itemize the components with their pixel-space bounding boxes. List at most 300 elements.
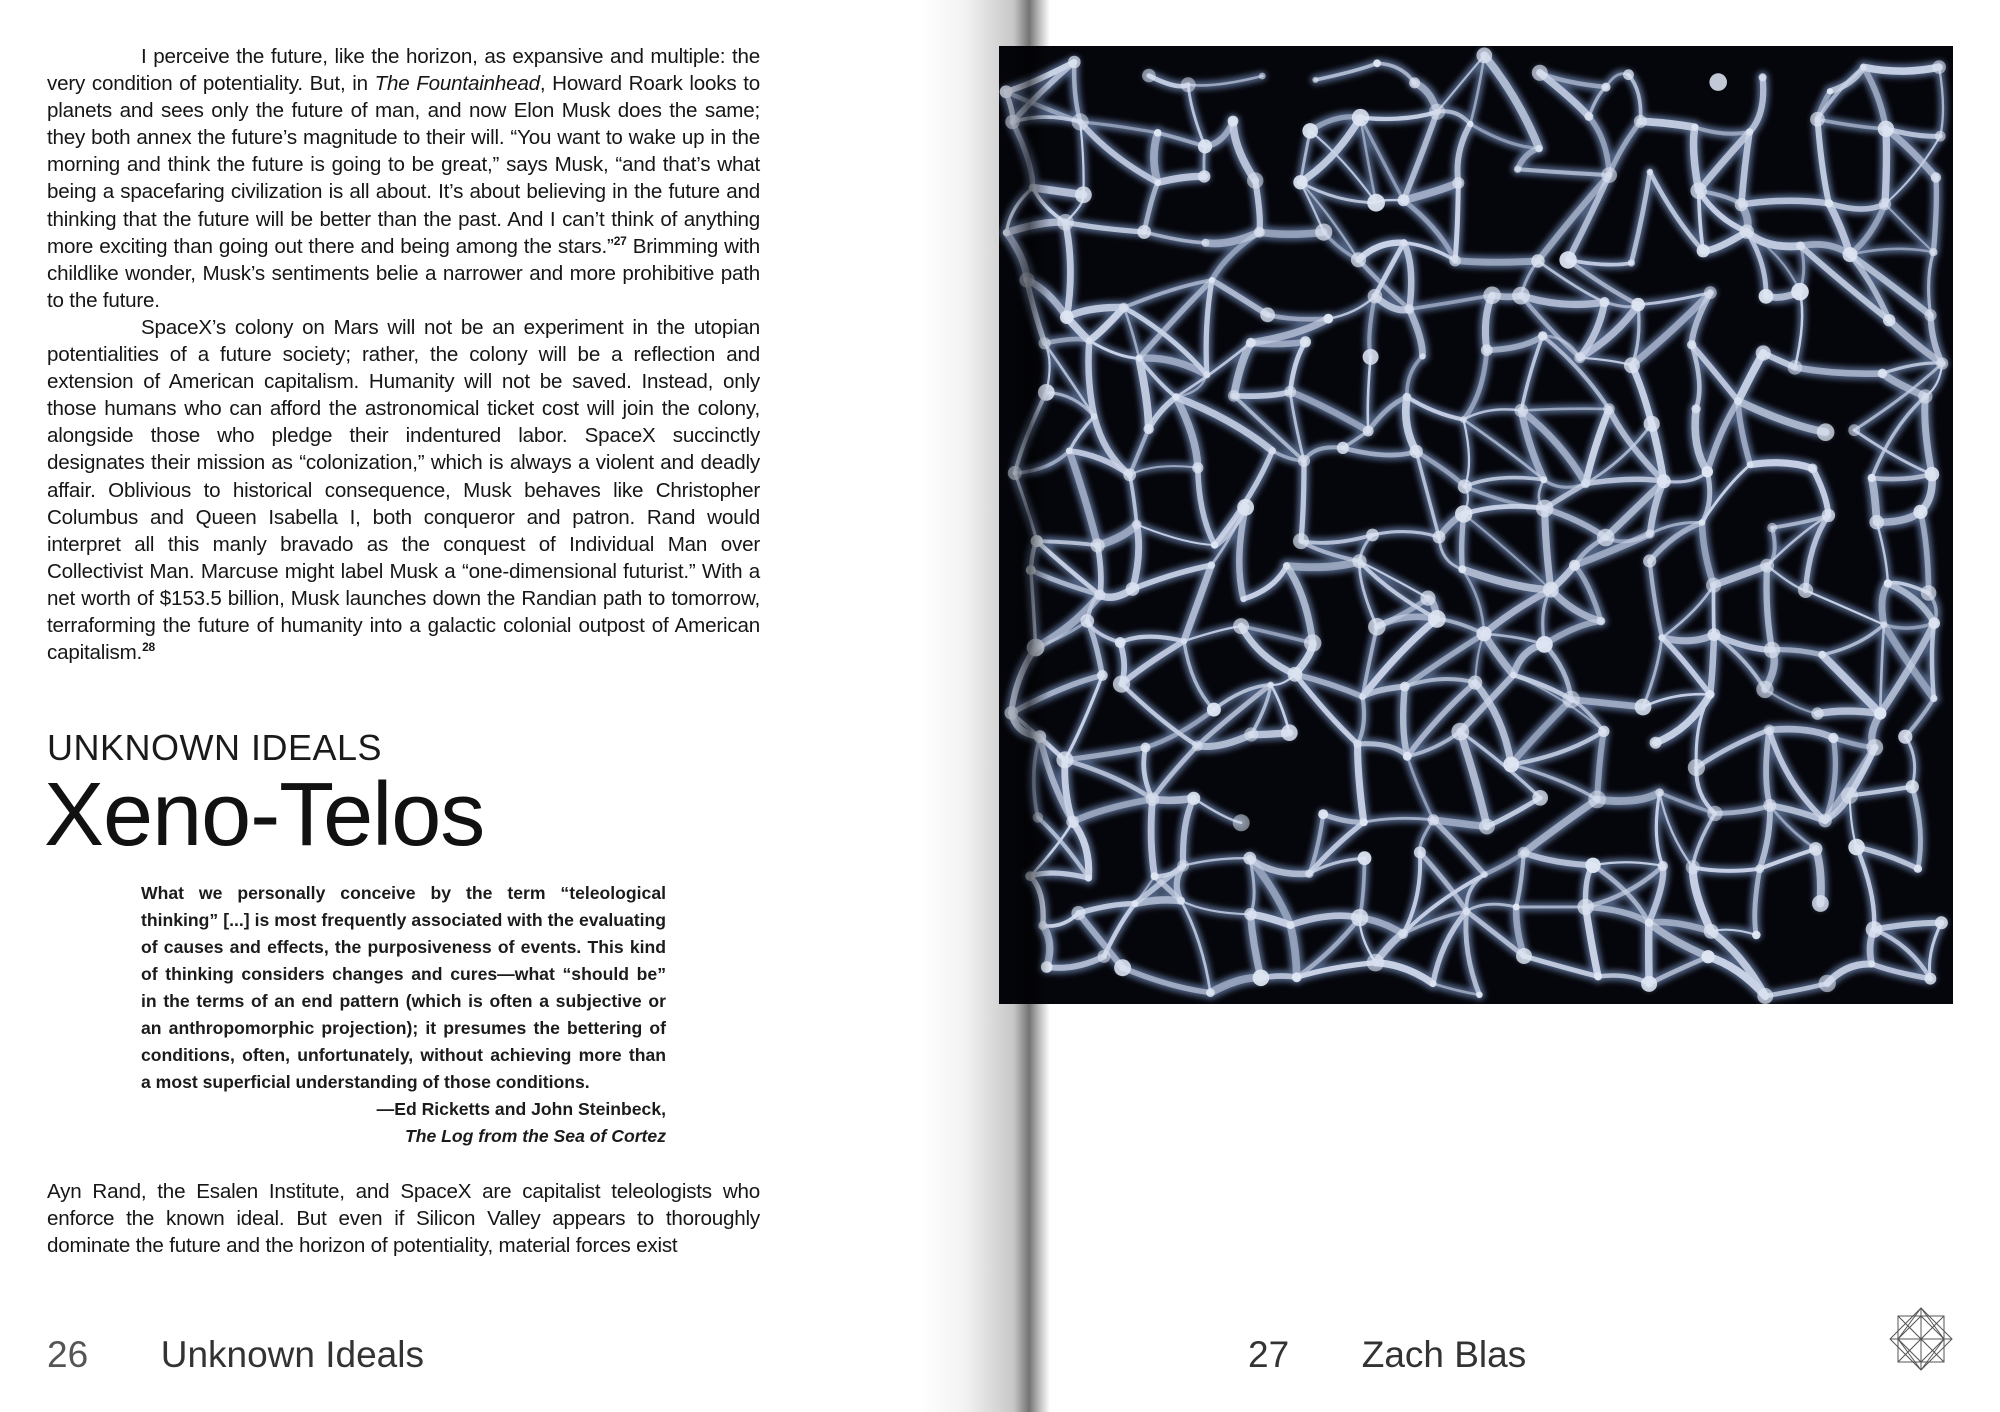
texture-node (1734, 397, 1742, 405)
texture-node (1755, 864, 1764, 873)
texture-node (1598, 726, 1609, 737)
texture-node (1690, 183, 1707, 200)
texture-node (1767, 523, 1777, 533)
texture-node (1812, 895, 1829, 912)
texture-node (1510, 672, 1517, 679)
texture-node (1136, 355, 1142, 361)
network-texture (999, 46, 1953, 1004)
texture-strand (1885, 129, 1886, 204)
texture-node (1240, 596, 1246, 602)
texture-node (1843, 247, 1858, 262)
texture-node (1293, 175, 1307, 189)
texture-node (1409, 77, 1420, 88)
texture-node (1284, 386, 1296, 398)
texture-node (1503, 757, 1519, 773)
texture-node (1641, 976, 1657, 992)
texture-node (1097, 670, 1108, 681)
texture-node (1429, 104, 1445, 120)
texture-node (1657, 474, 1671, 488)
texture-node (1323, 314, 1333, 324)
texture-node (1866, 921, 1883, 938)
epigraph-source: The Log from the Sea of Cortez (405, 1126, 666, 1146)
section-title: Xeno-Telos (44, 765, 485, 865)
texture-node (1536, 636, 1553, 653)
texture-node (1631, 298, 1645, 312)
texture-node (1746, 128, 1753, 135)
texture-node (1543, 582, 1559, 598)
texture-node (1818, 651, 1826, 659)
texture-node (1428, 610, 1446, 628)
texture-node (1647, 169, 1654, 176)
texture-node (1068, 56, 1081, 69)
texture-node (1468, 676, 1482, 690)
running-head-right: Zach Blas (1361, 1334, 1527, 1375)
texture-node (1056, 751, 1073, 768)
texture-node (1359, 694, 1365, 700)
texture-node (1123, 468, 1136, 481)
texture-node (1936, 357, 1948, 369)
texture-node (1287, 921, 1295, 929)
texture-strand (1154, 133, 1158, 183)
texture-node (1420, 353, 1426, 359)
texture-node (1536, 500, 1554, 518)
paragraph-3: Ayn Rand, the Esalen Institute, and SpaceX are capitalist teleologists who enforce the known ideal. But even if Silicon Valley appears to thoroughly dominate the future and the horizon of potentiality, material forces exist (47, 1180, 760, 1258)
texture-node (1254, 227, 1265, 238)
texture-node (1760, 559, 1774, 573)
texture-node (1433, 531, 1446, 544)
paragraph-2 (47, 314, 760, 666)
star-lattice-icon (1888, 1306, 1954, 1372)
texture-node (1203, 371, 1210, 378)
texture-node (1866, 739, 1883, 756)
epigraph-text: What we personally conceive by the term “teleological thinking” [...] is most frequently associated with the evaluating of causes and effects, the purposiveness of events. This kind of thinking considers changes and cures—what “should be” in the terms of an end pattern (which is often a subjective or an anthropomorphic projection); it presumes the bettering of conditions, often, unfortunately, without achieving more than a most superficial understanding of those conditions. (141, 883, 666, 1092)
book-gutter-shadow (920, 0, 1050, 1412)
texture-node (1516, 948, 1532, 964)
texture-node (1658, 861, 1668, 871)
texture-node (1747, 462, 1753, 468)
texture-node (1353, 739, 1362, 748)
texture-node (1691, 404, 1700, 413)
texture-node (1268, 682, 1274, 688)
texture-node (1635, 699, 1652, 716)
texture-node (1645, 919, 1653, 927)
texture-node (1706, 690, 1715, 699)
texture-node (1452, 177, 1464, 189)
texture-node (1569, 560, 1580, 571)
texture-node (1628, 259, 1635, 266)
texture-node (1476, 48, 1492, 64)
texture-node (1091, 413, 1098, 420)
texture-node (1060, 310, 1074, 324)
texture-strand (1301, 461, 1304, 541)
texture-node (1818, 814, 1832, 828)
texture-strand (1259, 232, 1323, 234)
texture-node (1451, 723, 1469, 741)
texture-node (1532, 790, 1548, 806)
texture-node (1206, 988, 1215, 997)
texture-node (1735, 198, 1748, 211)
texture-node (1764, 725, 1775, 736)
texture-strand (1818, 711, 1881, 714)
texture-node (1207, 703, 1221, 717)
texture-node (1481, 871, 1488, 878)
texture-strand (1864, 67, 1940, 71)
texture-node (1091, 538, 1105, 552)
texture-node (1071, 906, 1085, 920)
texture-node (1597, 529, 1615, 547)
texture-node (1702, 950, 1715, 963)
texture-node (1659, 634, 1666, 641)
texture-node (1237, 499, 1254, 516)
texture-node (1914, 865, 1922, 873)
texture-node (1114, 959, 1131, 976)
texture-node (1066, 816, 1079, 829)
footnote-ref-27: 27 (613, 233, 627, 248)
texture-node (1643, 554, 1656, 567)
texture-node (1358, 851, 1372, 865)
texture-node (1094, 589, 1105, 600)
texture-node (1428, 814, 1439, 825)
texture-node (1757, 988, 1773, 1004)
texture-node (1293, 533, 1309, 549)
texture-node (1515, 404, 1529, 418)
texture-node (1828, 733, 1838, 743)
texture-node (1151, 872, 1159, 880)
texture-node (1740, 224, 1754, 238)
texture-node (1302, 123, 1318, 139)
texture-node (1463, 907, 1471, 915)
texture-node (1935, 131, 1946, 142)
texture-node (1115, 637, 1126, 648)
texture-node (1763, 799, 1776, 812)
texture-node (1098, 950, 1111, 963)
epigraph-attribution: —Ed Ricketts and John Steinbeck, (376, 1099, 666, 1119)
texture-node (1759, 289, 1774, 304)
texture-node (1400, 239, 1408, 247)
texture-node (1398, 929, 1408, 939)
artwork-image (999, 46, 1953, 1004)
texture-node (1704, 286, 1717, 299)
texture-node (1187, 792, 1200, 805)
texture-node (1367, 194, 1385, 212)
texture-node (1057, 214, 1074, 231)
texture-node (1878, 369, 1888, 379)
texture-node (1878, 121, 1894, 137)
texture-node (1305, 869, 1314, 878)
texture-node (1403, 393, 1412, 402)
texture-node (1594, 972, 1602, 980)
texture-node (1312, 77, 1318, 83)
texture-node (1707, 806, 1722, 821)
texture-node (1233, 618, 1249, 634)
texture-node (1075, 186, 1092, 203)
texture-node (1841, 787, 1858, 804)
texture-node (1420, 591, 1435, 606)
texture-node (1126, 582, 1140, 596)
texture-node (1173, 394, 1180, 401)
texture-node (1351, 252, 1366, 267)
texture-node (1155, 179, 1161, 185)
page-number-left: 26 (47, 1334, 89, 1375)
texture-node (1913, 505, 1927, 519)
texture-node (1925, 467, 1940, 482)
texture-node (1925, 973, 1937, 985)
texture-node (1764, 642, 1780, 658)
texture-node (1177, 860, 1189, 872)
texture-node (1931, 172, 1941, 182)
texture-node (1455, 505, 1472, 522)
texture-node (1198, 170, 1210, 182)
texture-node (1269, 447, 1276, 454)
texture-strand (1933, 178, 1936, 253)
texture-node (1181, 638, 1187, 644)
texture-node (1921, 585, 1937, 601)
footer-right (1248, 1334, 1526, 1376)
texture-node (1201, 239, 1209, 247)
texture-node (1066, 448, 1073, 455)
texture-node (1868, 961, 1875, 968)
texture-node (1827, 88, 1833, 94)
texture-node (1811, 707, 1823, 719)
texture-node (1623, 69, 1634, 80)
texture-node (1809, 842, 1823, 856)
texture-node (1602, 83, 1611, 92)
texture-node (1483, 287, 1501, 305)
texture-node (1373, 59, 1381, 67)
texture-node (1137, 225, 1151, 239)
paragraph-1-text-a: I perceive the future, like the horizon, as expansive and multiple: the very condition of potentiality. But, in (47, 45, 760, 96)
texture-node (1819, 975, 1836, 992)
texture-node (1879, 198, 1891, 210)
texture-strand (1710, 635, 1714, 695)
footer-left (47, 1334, 424, 1376)
texture-node (1634, 115, 1647, 128)
texture-node (1601, 167, 1617, 183)
texture-node (1699, 519, 1706, 526)
texture-node (1531, 254, 1545, 268)
texture-node (1655, 788, 1664, 797)
texture-node (1368, 289, 1383, 304)
footnote-ref-28: 28 (142, 640, 156, 655)
body-text-continued (47, 1178, 760, 1259)
texture-node (1243, 852, 1256, 865)
texture-node (1400, 682, 1410, 692)
texture-node (1808, 464, 1818, 474)
texture-node (1756, 681, 1773, 698)
texture-node (1398, 194, 1410, 206)
texture-node (1458, 565, 1466, 573)
texture-node (1874, 707, 1886, 719)
texture-node (1918, 389, 1932, 403)
texture-node (1817, 423, 1835, 441)
texture-node (1599, 297, 1609, 307)
texture-node (1132, 520, 1142, 530)
texture-node (1142, 69, 1156, 83)
texture-node (1360, 818, 1368, 826)
texture-node (1697, 244, 1710, 257)
texture-node (1113, 676, 1130, 693)
texture-node (1144, 424, 1154, 434)
texture-node (1209, 277, 1215, 283)
texture-node (1363, 349, 1379, 365)
texture-node (1512, 287, 1530, 305)
texture-node (1253, 970, 1270, 987)
texture-node (1288, 667, 1303, 682)
texture-node (1247, 172, 1263, 188)
texture-node (1709, 73, 1727, 91)
page-number-right: 27 (1248, 1334, 1290, 1375)
texture-node (1479, 819, 1495, 835)
texture-node (1181, 77, 1196, 92)
texture-node (1244, 908, 1257, 921)
texture-node (1906, 780, 1919, 793)
texture-node (1141, 743, 1151, 753)
texture-node (1798, 583, 1813, 598)
texture-node (1298, 455, 1310, 467)
texture-node (1352, 554, 1366, 568)
texture-node (1228, 116, 1239, 127)
texture-node (1536, 145, 1543, 152)
texture-node (1233, 814, 1250, 831)
texture-node (1177, 897, 1185, 905)
texture-node (1788, 360, 1803, 375)
texture-node (1292, 972, 1302, 982)
texture-node (1929, 248, 1937, 256)
texture-node (1513, 904, 1520, 911)
texture-node (1072, 113, 1089, 130)
texture-node (1848, 839, 1865, 856)
texture-node (1686, 860, 1700, 874)
texture-node (1928, 617, 1940, 629)
texture-node (1363, 426, 1374, 437)
texture-node (1688, 759, 1705, 776)
texture-node (1366, 529, 1379, 542)
texture-node (1702, 466, 1713, 477)
texture-node (1192, 740, 1203, 751)
texture-node (1756, 345, 1771, 360)
texture-node (1476, 626, 1491, 641)
paragraph-1-text-c: Brimming with childlike wonder, Musk’s sentiments belie a narrower and more prohibitive path to the future. (47, 234, 760, 312)
texture-strand (1251, 342, 1306, 344)
texture-node (1414, 846, 1426, 858)
texture-node (1086, 337, 1092, 343)
texture-node (1460, 416, 1467, 423)
body-text-intro (47, 43, 760, 666)
texture-node (1300, 336, 1311, 347)
texture-node (1228, 390, 1240, 402)
texture-node (1192, 462, 1203, 473)
paragraph-1-text-b: , Howard Roark looks to planets and sees only the future of man, and now Elon Musk does the same; they both annex the future’s magnitude to their will. “You want to wake up in the morning and think the future is going to be great,” says Musk, “and that’s what being a spacefaring civilization is all about. It’s about believing in the future and thinking that the future will be better than the past. And I can’t think of anything more exciting than going out there and being among the stars.” (47, 72, 761, 258)
texture-node (1574, 352, 1585, 363)
texture-node (1404, 304, 1414, 314)
texture-node (1624, 357, 1640, 373)
texture-node (1154, 129, 1162, 137)
texture-strand (1741, 201, 1829, 205)
texture-node (1368, 618, 1386, 636)
texture-node (1430, 980, 1437, 987)
texture-node (1410, 445, 1423, 458)
texture-node (1403, 752, 1412, 761)
texture-node (1869, 515, 1884, 530)
texture-node (1825, 199, 1834, 208)
texture-node (1868, 474, 1876, 482)
texture-node (1796, 241, 1805, 250)
texture-node (1691, 124, 1698, 131)
texture-node (1367, 954, 1385, 972)
texture-node (1932, 60, 1946, 74)
texture-node (1246, 338, 1256, 348)
texture-node (1283, 562, 1290, 569)
texture-node (1260, 307, 1275, 322)
texture-node (1791, 283, 1809, 301)
texture-node (1884, 579, 1892, 587)
paragraph-1 (47, 43, 760, 314)
texture-node (1132, 900, 1139, 907)
texture-node (1351, 909, 1368, 926)
texture-node (1759, 73, 1767, 81)
section-kicker: UNKNOWN IDEALS (47, 727, 383, 768)
texture-node (1532, 65, 1548, 81)
texture-node (1476, 992, 1483, 999)
texture-node (1644, 416, 1660, 432)
texture-node (1924, 309, 1936, 321)
texture-node (1458, 479, 1472, 493)
texture-node (1584, 112, 1593, 121)
texture-strand (1098, 546, 1101, 595)
texture-node (1597, 617, 1606, 626)
texture-node (1577, 899, 1593, 915)
texture-strand (1135, 900, 1181, 904)
texture-node (1318, 809, 1328, 819)
texture-node (1259, 73, 1266, 80)
texture-node (1822, 509, 1835, 522)
texture-strand (1151, 799, 1154, 876)
texture-node (1708, 628, 1721, 641)
texture-node (1588, 791, 1606, 809)
texture-node (1146, 792, 1160, 806)
book-title-fountainhead: The Fountainhead (374, 72, 540, 96)
texture-node (1514, 165, 1522, 173)
texture-node (1848, 424, 1860, 436)
texture-node (1860, 64, 1866, 70)
texture-node (1449, 255, 1461, 267)
texture-node (1559, 251, 1576, 268)
texture-node (1562, 691, 1580, 709)
texture-node (1085, 874, 1092, 881)
texture-node (1281, 724, 1298, 741)
texture-node (1211, 541, 1218, 548)
texture-node (1645, 529, 1655, 539)
texture-node (1881, 622, 1887, 628)
paragraph-2-text: SpaceX’s colony on Mars will not be an experiment in the utopian potentialities of a future society; rather, the colony will be a reflection and extension of American capitalism. Humanity will not be saved. Instead, only those humans who can afford the astronomical ticket cost will join the colony, alongside those who pledge their indentured labor. SpaceX succinctly designates their mission as “colonization,” which is always a violent and deadly affair. Oblivious to historical consequence, Musk behaves like Christopher Columbus and Queen Isabella I, both conqueror and patron. Rand would interpret all this manly bravado as the conquest of Individual Man over Collectivist Man. Marcuse might label Musk a “one-dimensional futurist.” With a net worth of $153.5 billion, Musk launches down the Randian path to tomorrow, terraforming the future of humanity into a galactic colonial outpost of American capitalism. (47, 315, 760, 665)
texture-node (1935, 916, 1948, 929)
texture-node (1119, 303, 1129, 313)
texture-node (1704, 924, 1719, 939)
epigraph (141, 880, 666, 1150)
texture-node (1244, 727, 1258, 741)
texture-node (1337, 442, 1349, 454)
texture-node (1706, 578, 1721, 593)
texture-node (1538, 331, 1547, 340)
texture-node (1687, 340, 1696, 349)
texture-node (1810, 112, 1825, 127)
texture-node (1603, 403, 1615, 415)
texture-node (1304, 634, 1321, 651)
texture-strand (1455, 261, 1538, 263)
texture-node (1883, 314, 1895, 326)
texture-node (1540, 476, 1547, 483)
texture-node (1752, 931, 1761, 940)
